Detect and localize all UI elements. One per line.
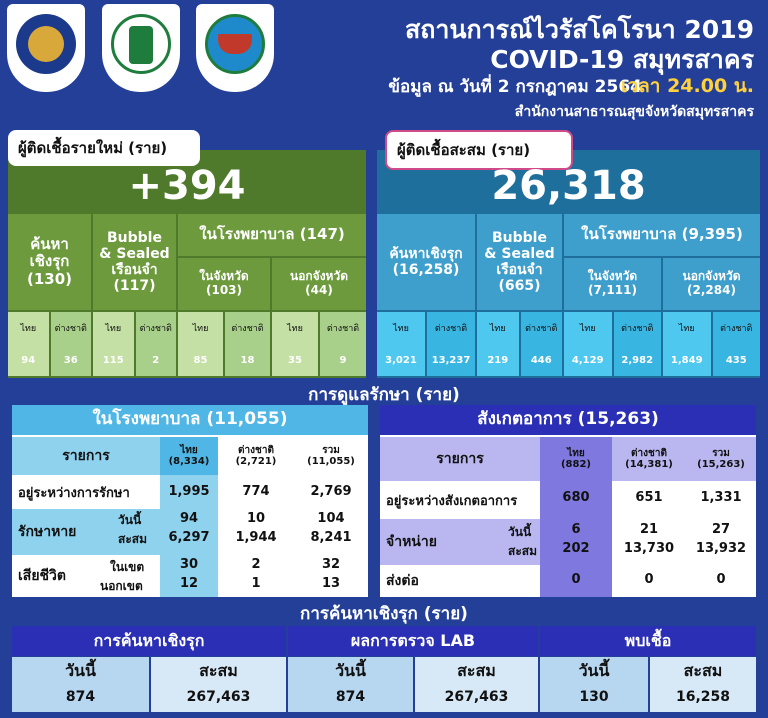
observation-today-label: วันนี้ <box>508 525 532 539</box>
observation-cumul-label: สะสม <box>508 544 538 558</box>
search-today-label: วันนี้ <box>578 660 610 680</box>
new-cases-value: 115 <box>93 346 134 376</box>
new-cases-value: 94 <box>8 346 49 376</box>
new-cases-out-province: นอกจังหวัด (44) <box>272 258 366 310</box>
observation-discharged-label: จำหน่าย <box>386 534 437 550</box>
hospital-value: 2 <box>251 557 261 572</box>
observation-table-title: สังเกตอาการ (15,263) <box>380 405 756 435</box>
observation-referred-label: ส่งต่อ <box>386 573 419 589</box>
cumulative-total: 26,318 <box>491 163 646 209</box>
hospital-value: 2,769 <box>310 484 352 499</box>
hospital-death-label: เสียชีวิต <box>18 568 66 584</box>
cumulative-value: 435 <box>713 346 761 376</box>
hospital-value: 774 <box>242 484 270 499</box>
header-office: สำนักงานสาธารณสุขจังหวัดสมุทรสาคร <box>514 104 754 120</box>
observation-value: 680 <box>562 490 590 505</box>
search-cum-label: สะสม <box>683 660 723 680</box>
search-group-title: พบเชื้อ <box>540 626 756 656</box>
search-today-value: 874 <box>335 688 366 705</box>
new-cases-bubble: Bubble & Sealed เรือนจำ (117) <box>93 214 176 310</box>
hospital-value: 12 <box>179 576 199 591</box>
hospital-value: 10 <box>246 511 266 526</box>
hospital-col-thai: ไทย (8,334) <box>160 437 218 475</box>
new-cases-active-search: ค้นหา เชิงรุก (130) <box>8 214 91 310</box>
observation-value: 0 <box>571 572 581 587</box>
cumulative-hospital: ในโรงพยาบาล (9,395) <box>564 214 760 256</box>
search-cum-value: 267,463 <box>186 688 251 705</box>
observation-value: 6 <box>571 522 581 537</box>
provincial-health-office-logo <box>196 4 274 92</box>
cumulative-label: ผู้ติดเชื้อสะสม (ราย) <box>385 130 573 170</box>
cumulative-out-province: นอกจังหวัด (2,284) <box>663 258 760 310</box>
cumulative-value: 219 <box>477 346 519 376</box>
new-cases-value: 18 <box>225 346 270 376</box>
observation-value: 27 <box>711 522 731 537</box>
new-cases-foreign-header: ต่างชาติ <box>320 312 366 346</box>
cumulative-value: 1,849 <box>663 346 711 376</box>
hospital-value: 13 <box>321 576 341 591</box>
cumulative-value: 4,129 <box>564 346 612 376</box>
cumulative-value: 13,237 <box>427 346 475 376</box>
observation-value: 651 <box>635 490 663 505</box>
cumulative-foreign-header: ต่างชาติ <box>614 312 662 346</box>
new-cases-hospital: ในโรงพยาบาล (147) <box>178 214 366 256</box>
search-cum-label: สะสม <box>457 660 496 680</box>
observation-value: 0 <box>716 572 726 587</box>
hospital-value: 6,297 <box>168 530 210 545</box>
header-date: ข้อมูล ณ วันที่ 2 กรกฎาคม 2564 <box>388 77 642 97</box>
hospital-value: 104 <box>317 511 345 526</box>
search-today-label: วันนี้ <box>65 660 96 680</box>
observation-value: 13,932 <box>695 541 747 556</box>
observation-col-foreign: ต่างชาติ (14,381) <box>612 437 686 481</box>
search-today-value: 130 <box>579 688 609 705</box>
cumulative-foreign-header: ต่างชาติ <box>521 312 563 346</box>
ministry-of-public-health-logo <box>102 4 180 92</box>
new-cases-thai-header: ไทย <box>272 312 318 346</box>
new-cases-in-province: ในจังหวัด (103) <box>178 258 270 310</box>
search-cum-value: 16,258 <box>675 688 731 705</box>
hospital-in-area-label: ในเขต <box>110 560 145 574</box>
header-time: เวลา 24.00 น. <box>620 75 754 97</box>
hospital-today-label: วันนี้ <box>118 513 142 527</box>
cumulative-value: 3,021 <box>377 346 425 376</box>
header-title-covid: COVID-19 สมุทรสาคร <box>490 45 754 74</box>
observation-col-item: รายการ <box>380 437 540 481</box>
hospital-table-title: ในโรงพยาบาล (11,055) <box>12 405 368 435</box>
cumulative-foreign-header: ต่างชาติ <box>713 312 761 346</box>
hospital-cumul-label: สะสม <box>118 532 148 546</box>
new-cases-value: 2 <box>136 346 177 376</box>
new-cases-total: +394 <box>128 163 246 209</box>
new-cases-thai-header: ไทย <box>178 312 223 346</box>
hospital-value: 8,241 <box>310 530 352 545</box>
care-section-title: การดูแลรักษา (ราย) <box>308 385 460 405</box>
new-cases-value: 35 <box>272 346 318 376</box>
cumulative-thai-header: ไทย <box>377 312 425 346</box>
search-today-label: วันนี้ <box>335 660 366 680</box>
new-cases-value: 9 <box>320 346 366 376</box>
observation-value: 0 <box>644 572 654 587</box>
hospital-value: 1 <box>251 576 261 591</box>
new-cases-label: ผู้ติดเชื้อรายใหม่ (ราย) <box>8 130 200 166</box>
cumulative-in-province: ในจังหวัด (7,111) <box>564 258 661 310</box>
hospital-value: 1,944 <box>235 530 277 545</box>
hospital-value: 32 <box>321 557 341 572</box>
new-cases-foreign-header: ต่างชาติ <box>225 312 270 346</box>
cumulative-value: 446 <box>521 346 563 376</box>
hospital-col-total: รวม (11,055) <box>294 437 368 475</box>
hospital-value: 94 <box>179 511 199 526</box>
cumulative-thai-header: ไทย <box>663 312 711 346</box>
cumulative-thai-header: ไทย <box>564 312 612 346</box>
hospital-col-item: รายการ <box>12 437 160 475</box>
new-cases-thai-header: ไทย <box>93 312 134 346</box>
new-cases-value: 36 <box>51 346 92 376</box>
header-title-thai: สถานการณ์ไวรัสโคโรนา 2019 <box>404 15 754 44</box>
cumulative-active-search: ค้นหาเชิงรุก (16,258) <box>377 214 475 310</box>
search-section-title: การค้นหาเชิงรุก (ราย) <box>300 604 468 624</box>
cumulative-value: 2,982 <box>614 346 662 376</box>
observation-value: 1,331 <box>700 490 742 505</box>
province-seal-logo <box>7 4 85 92</box>
search-group-title: ผลการตรวจ LAB <box>288 626 538 656</box>
search-group-title: การค้นหาเชิงรุก <box>12 626 286 656</box>
hospital-recovered-label: รักษาหาย <box>18 524 77 540</box>
hospital-value: 30 <box>179 557 199 572</box>
observation-value: 21 <box>639 522 659 537</box>
hospital-col-foreign: ต่างชาติ (2,721) <box>218 437 294 475</box>
search-cum-label: สะสม <box>199 660 238 680</box>
observation-value: 13,730 <box>623 541 675 556</box>
hospital-out-area-label: นอกเขต <box>100 579 143 593</box>
cumulative-bubble: Bubble & Sealed เรือนจำ (665) <box>477 214 562 310</box>
new-cases-foreign-header: ต่างชาติ <box>51 312 92 346</box>
search-cum-value: 267,463 <box>444 688 509 705</box>
new-cases-thai-header: ไทย <box>8 312 49 346</box>
cumulative-thai-header: ไทย <box>477 312 519 346</box>
hospital-treating-label: อยู่ระหว่างการรักษา <box>18 485 130 501</box>
search-today-value: 874 <box>65 688 96 705</box>
observation-col-total: รวม (15,263) <box>686 437 756 481</box>
observation-value: 202 <box>562 541 590 556</box>
hospital-value: 1,995 <box>168 484 210 499</box>
observation-col-thai: ไทย (882) <box>540 437 612 481</box>
cumulative-foreign-header: ต่างชาติ <box>427 312 475 346</box>
observation-observing-label: อยู่ระหว่างสังเกตอาการ <box>386 493 518 509</box>
new-cases-value: 85 <box>178 346 223 376</box>
new-cases-foreign-header: ต่างชาติ <box>136 312 177 346</box>
